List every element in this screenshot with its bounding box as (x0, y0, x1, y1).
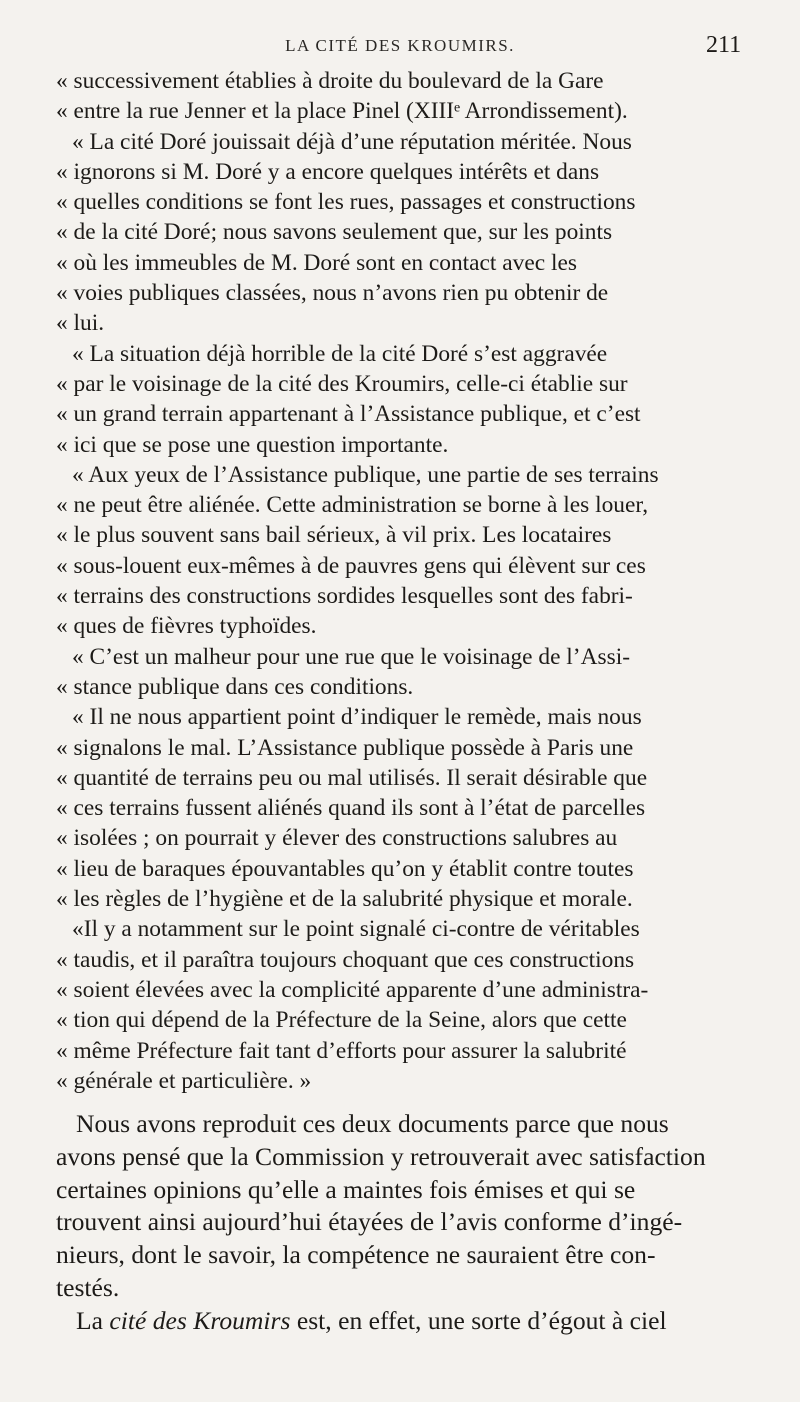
quote-line: « Il ne nous appartient point d’indiquer le remède, mais nous (72, 704, 642, 731)
quote-line: « le plus souvent sans bail sérieux, à vil prix. Les locataires (56, 522, 612, 549)
quote-line: « quantité de terrains peu ou mal utilisés. Il serait désirable que (56, 764, 648, 791)
quote-line: « ces terrains fussent aliénés quand ils sont à l’état de parcelles (56, 795, 646, 822)
running-title: LA CITÉ DES KROUMIRS. (285, 36, 515, 55)
quote-line: « taudis, et il paraîtra toujours choquant que ces constructions (56, 946, 635, 973)
quote-line: « soient élevées avec la complicité apparente d’une administra- (56, 976, 649, 1003)
body-line: Nous avons reproduit ces deux documents parce que nous (76, 1109, 669, 1138)
quote-line: « Aux yeux de l’Assistance publique, une partie de ses terrains (72, 461, 659, 488)
quote-line: « générale et particulière. » (56, 1067, 312, 1094)
quote-line: « quelles conditions se font les rues, passages et constructions (56, 189, 636, 216)
quote-line: « isolées ; on pourrait y élever des constructions salubres au (56, 825, 618, 852)
body-line: avons pensé que la Commission y retrouverait avec satisfaction (56, 1141, 706, 1171)
quote-line: « un grand terrain appartenant à l’Assistance publique, et c’est (56, 401, 641, 428)
quote-line: « où les immeubles de M. Doré sont en contact avec les (56, 249, 577, 276)
quote-line: « entre la rue Jenner et la place Pinel (XIIIᵉ Arrondissement). (56, 98, 628, 125)
quote-line: « lieu de baraques épouvantables qu’on y établit contre toutes (56, 855, 634, 882)
quote-line: « les règles de l’hygiène et de la salubrité physique et morale. (56, 886, 633, 913)
last-line-suffix: est, en effet, une sorte d’égout à ciel (290, 1305, 667, 1335)
body-line: testés. (56, 1272, 120, 1302)
last-line-prefix: La (76, 1305, 110, 1335)
quote-line: « signalons le mal. L’Assistance publique possède à Paris une (56, 734, 634, 761)
quote-line: «Il y a notamment sur le point signalé ci-contre de véritables (72, 916, 640, 943)
quote-line: « ne peut être aliénée. Cette administration se borne à les louer, (56, 492, 649, 519)
last-line-italic: cité des Kroumirs (109, 1305, 291, 1335)
quote-line: « La situation déjà horrible de la cité Doré s’est aggravée (72, 340, 608, 367)
body-line: trouvent ainsi aujourd’hui étayées de l’avis conforme d’ingé- (56, 1207, 683, 1237)
quote-line: « terrains des constructions sordides lesquelles sont des fabri- (56, 583, 633, 610)
quote-line: « lui. (56, 310, 105, 337)
quoted-report (56, 66, 766, 1096)
body-line: certaines opinions qu’elle a maintes fois émises et qui se (56, 1174, 636, 1204)
main-paragraph (56, 1108, 766, 1338)
page-number: 211 (706, 32, 742, 58)
quote-line: « sous-louent eux-mêmes à de pauvres gens qui élèvent sur ces (56, 552, 646, 579)
quote-line: « stance publique dans ces conditions. (56, 673, 414, 700)
quote-line: « C’est un malheur pour une rue que le voisinage de l’Assi- (72, 643, 630, 670)
body-line-last (56, 1305, 766, 1338)
quote-line: « même Préfecture fait tant d’efforts pour assurer la salubrité (56, 1037, 627, 1064)
quote-line: « successivement établies à droite du boulevard de la Gare (56, 68, 604, 94)
quote-line: « ques de fièvres typhoïdes. (56, 613, 317, 640)
quote-line: « par le voisinage de la cité des Kroumirs, celle-ci établie sur (56, 370, 628, 397)
quote-line: « de la cité Doré; nous savons seulement que, sur les points (56, 219, 613, 246)
quote-line: « La cité Doré jouissait déjà d’une réputation méritée. Nous (72, 128, 632, 155)
body-line: nieurs, dont le savoir, la compétence ne sauraient être con- (56, 1240, 656, 1270)
quote-line: « voies publiques classées, nous n’avons rien pu obtenir de (56, 280, 609, 307)
quote-line: « ignorons si M. Doré y a encore quelques intérêts et dans (56, 158, 600, 185)
quote-line: « tion qui dépend de la Préfecture de la Seine, alors que cette (56, 1007, 627, 1034)
quote-line: « ici que se pose une question importante. (56, 431, 449, 458)
